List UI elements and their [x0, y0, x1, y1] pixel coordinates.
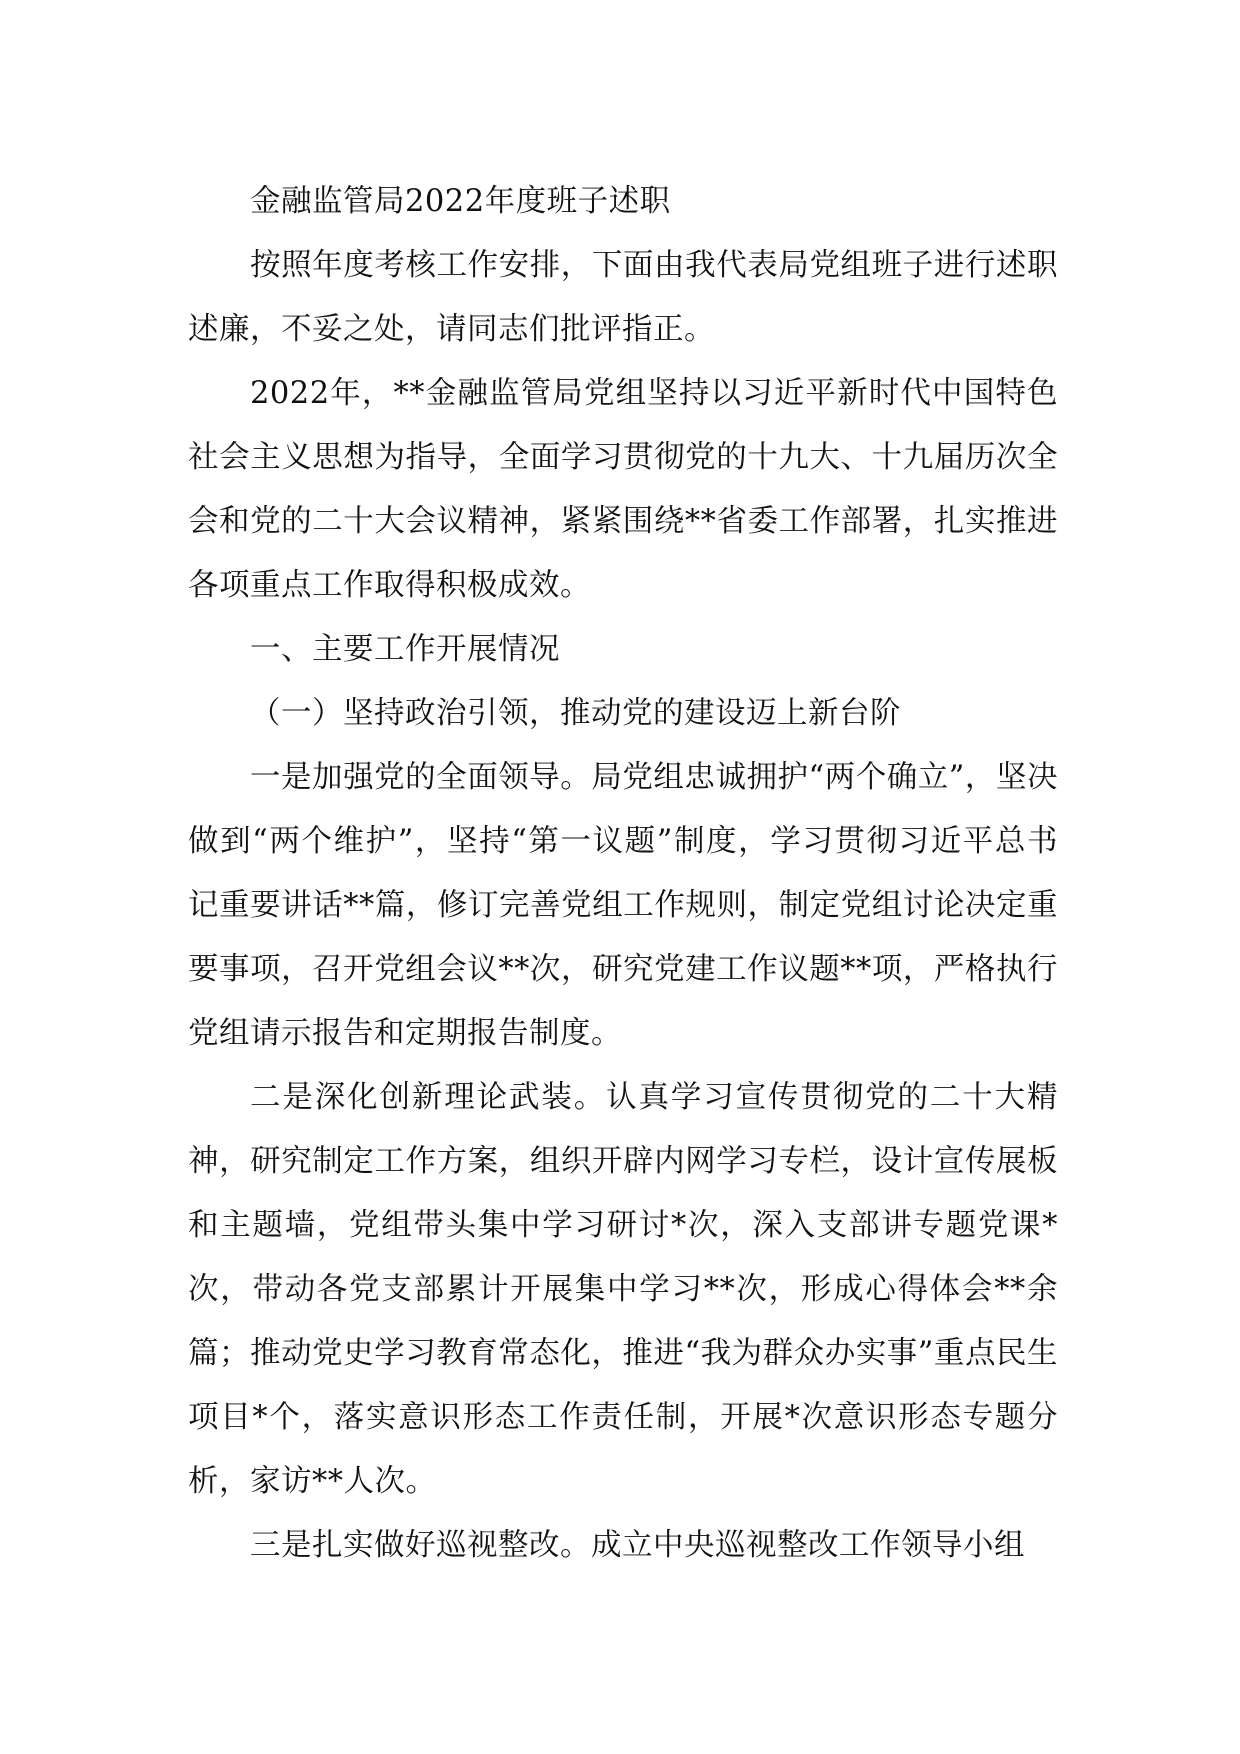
paragraph-overview: 2022年，**金融监管局党组坚持以习近平新时代中国特色社会主义思想为指导，全面学习贯彻党的十九大、十九届历次全会和党的二十大会议精神，紧紧围绕**省委工作部署，扎实推进各项重点工作取得积极成效。 — [188, 376, 1058, 603]
document-body — [188, 170, 1058, 1578]
paragraph-point-2: 二是深化创新理论武装。认真学习宣传贯彻党的二十大精神，研究制定工作方案，组织开辟内网学习专栏，设计宣传展板和主题墙，党组带头集中学习研讨*次，深入支部讲专题党课*次，带动各党支部累计开展集中学习**次，形成心得体会**余篇；推动党史学习教育常态化，推进“我为群众办实事”重点民生项目*个，落实意识形态工作责任制，开展*次意识形态专题分析，家访**人次。 — [188, 1080, 1058, 1499]
subsection-heading-1: （一）坚持政治引领，推动党的建设迈上新台阶 — [250, 696, 901, 731]
section-heading-1: 一、主要工作开展情况 — [250, 632, 560, 667]
document-title: 金融监管局2022年度班子述职 — [250, 184, 671, 219]
paragraph-point-1: 一是加强党的全面领导。局党组忠诚拥护“两个确立”，坚决做到“两个维护”，坚持“第一议题”制度，学习贯彻习近平总书记重要讲话**篇，修订完善党组工作规则，制定党组讨论决定重要事项，召开党组会议**次，研究党建工作议题**项，严格执行党组请示报告和定期报告制度。 — [188, 760, 1058, 1051]
paragraph-point-3: 三是扎实做好巡视整改。成立中央巡视整改工作领导小组 — [250, 1528, 1025, 1563]
paragraph-intro: 按照年度考核工作安排，下面由我代表局党组班子进行述职述廉，不妥之处，请同志们批评指正。 — [188, 248, 1058, 347]
